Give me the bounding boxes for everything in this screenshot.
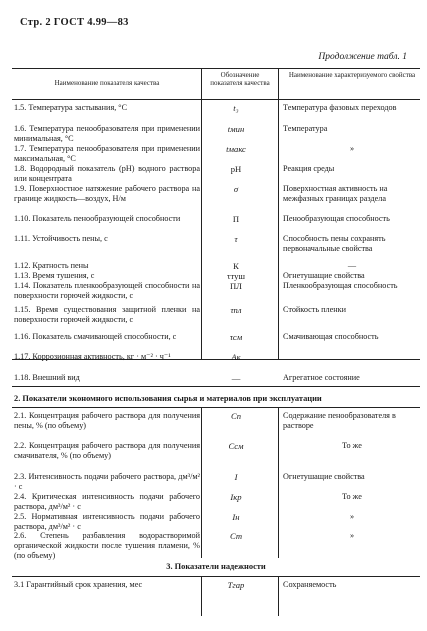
row-1-6-property: Температура bbox=[283, 124, 328, 133]
row-2-1-name: 2.1. Концентрация рабочего раствора для получения пены, % (по объему) bbox=[14, 411, 200, 430]
table-continuation-label: Продолжение табл. 1 bbox=[318, 52, 407, 62]
section-3-top-rule bbox=[12, 576, 420, 577]
row-1-11-property: Способность пены сохранять первоначальные свойства bbox=[283, 234, 386, 253]
row-2-5-name: 2.5. Нормативная интенсивность подачи рабочего раствора, дм³/м² · с bbox=[14, 512, 200, 531]
row-2-1-property: Содержание пенообразователя в растворе bbox=[283, 411, 396, 430]
header-col-property: Наименование характеризуемого свойства bbox=[288, 71, 416, 79]
row-1-13-name: 1.13. Время тушения, с bbox=[14, 271, 95, 280]
row-1-10-symbol: П bbox=[232, 214, 240, 224]
row-1-9-symbol: σ bbox=[233, 184, 239, 194]
row-1-8-property: Реакция среды bbox=[283, 164, 335, 173]
section-1-bottom-rule bbox=[12, 386, 420, 387]
row-1-9-property: Поверхностная активность на межфазных границах раздела bbox=[283, 184, 388, 203]
table-header-rule bbox=[12, 99, 420, 100]
row-1-13-property: Огнетушащие свойства bbox=[283, 271, 365, 280]
row-1-5-name: 1.5. Температура застывания, °С bbox=[14, 103, 128, 112]
row-1-14-property: Пленкообразующая способность bbox=[283, 281, 398, 290]
row-1-10-name: 1.10. Показатель пенообразующей способности bbox=[14, 214, 181, 223]
row-1-5-property: Температура фазовых переходов bbox=[283, 103, 397, 112]
row-1-11-name: 1.11. Устойчивость пены, с bbox=[14, 234, 108, 243]
section-2-top-rule bbox=[12, 407, 420, 408]
row-1-18-symbol: — bbox=[231, 373, 241, 383]
row-1-15-name: 1.15. Время существования защитной пленки на поверхности горючей жидкости, с bbox=[14, 305, 200, 324]
column-divider-2 bbox=[278, 68, 279, 359]
row-1-9-name: 1.9. Поверхностное натяжение рабочего раствора на границе жидкость—воздух, Н/м bbox=[14, 184, 200, 203]
row-1-8-name: 1.8. Водородный показатель (pH) водного раствора или концентрата bbox=[14, 164, 200, 183]
row-1-17-name: 1.17. Коррозионная активность, кг · м⁻² · ч⁻¹ bbox=[14, 352, 171, 361]
section-3-title: 3. Показатели надежности bbox=[166, 562, 266, 571]
row-2-6-name: 2.6. Степень разбавления водорастворимой органической жидкости после тушения пламени, % (по объему) bbox=[14, 531, 200, 560]
section-2-divider-2 bbox=[278, 407, 279, 558]
row-2-5-property: » bbox=[349, 512, 355, 521]
table-top-rule bbox=[12, 68, 420, 69]
row-2-3-name: 2.3. Интенсивность подачи рабочего раствора, дм³/м² · с bbox=[14, 472, 200, 491]
page-header: Стр. 2 ГОСТ 4.99—83 bbox=[20, 17, 129, 28]
row-1-13-symbol: τтуш bbox=[226, 271, 245, 281]
row-1-7-property: » bbox=[349, 144, 355, 153]
row-1-15-property: Стойкость пленки bbox=[283, 305, 346, 314]
row-2-1-symbol: Сп bbox=[230, 411, 242, 421]
section-2-title: 2. Показатели экономного использования сырья и материалов при эксплуатации bbox=[14, 394, 322, 403]
row-2-6-symbol: Ст bbox=[229, 531, 243, 541]
row-1-16-symbol: τсм bbox=[229, 332, 243, 342]
row-1-17-symbol: Ак bbox=[231, 352, 241, 362]
row-1-18-name: 1.18. Внешний вид bbox=[14, 373, 80, 382]
row-2-2-property: То же bbox=[342, 441, 362, 450]
section-3-divider-1 bbox=[201, 576, 202, 616]
row-1-12-name: 1.12. Кратность пены bbox=[14, 261, 89, 270]
row-1-12-property: — bbox=[347, 261, 357, 270]
header-col-name: Наименование показателя качества bbox=[54, 79, 160, 87]
row-1-16-property: Смачивающая способность bbox=[283, 332, 379, 341]
section-2-divider-1 bbox=[201, 407, 202, 558]
row-1-16-name: 1.16. Показатель смачивающей способности, с bbox=[14, 332, 177, 341]
row-2-3-symbol: I bbox=[234, 472, 238, 482]
row-1-10-property: Пенообразующая способность bbox=[283, 214, 390, 223]
row-1-5-symbol: t₃ bbox=[233, 103, 239, 113]
row-2-2-name: 2.2. Концентрация рабочего раствора для получения смачивателя, % (по объему) bbox=[14, 441, 200, 460]
row-2-2-symbol: Ссм bbox=[228, 441, 244, 451]
row-1-15-symbol: τпл bbox=[230, 305, 242, 315]
row-2-4-property: То же bbox=[342, 492, 362, 501]
row-2-6-property: » bbox=[349, 531, 355, 540]
row-1-11-symbol: τ bbox=[234, 234, 238, 244]
section-3-divider-2 bbox=[278, 576, 279, 616]
row-1-7-symbol: tмакс bbox=[226, 144, 246, 154]
row-1-12-symbol: К bbox=[233, 261, 239, 271]
row-1-6-name: 1.6. Температура пенообразователя при применении минимальная, °С bbox=[14, 124, 200, 143]
row-3-1-property: Сохраняемость bbox=[283, 580, 337, 589]
column-divider-1 bbox=[201, 68, 202, 359]
row-2-3-property: Огнетушащие свойства bbox=[283, 472, 365, 481]
row-2-4-symbol: Iкр bbox=[230, 492, 242, 502]
header-col-symbol: Обозначение показателя качества bbox=[210, 71, 270, 87]
row-1-7-name: 1.7. Температура пенообразователя при применении максимальная, °С bbox=[14, 144, 200, 163]
row-2-5-symbol: Iн bbox=[232, 512, 240, 522]
row-1-6-symbol: tмин bbox=[227, 124, 245, 134]
row-3-1-symbol: Тгар bbox=[227, 580, 245, 590]
row-1-14-symbol: ПЛ bbox=[229, 281, 243, 291]
row-2-4-name: 2.4. Критическая интенсивность подачи рабочего раствора, дм³/м² · с bbox=[14, 492, 200, 511]
row-1-8-symbol: pH bbox=[230, 164, 242, 174]
row-3-1-name: 3.1 Гарантийный срок хранения, мес bbox=[14, 580, 143, 589]
row-1-18-property: Агрегатное состояние bbox=[283, 373, 360, 382]
row-1-14-name: 1.14. Показатель пленкообразующей способности на поверхности горючей жидкости, с bbox=[14, 281, 200, 300]
